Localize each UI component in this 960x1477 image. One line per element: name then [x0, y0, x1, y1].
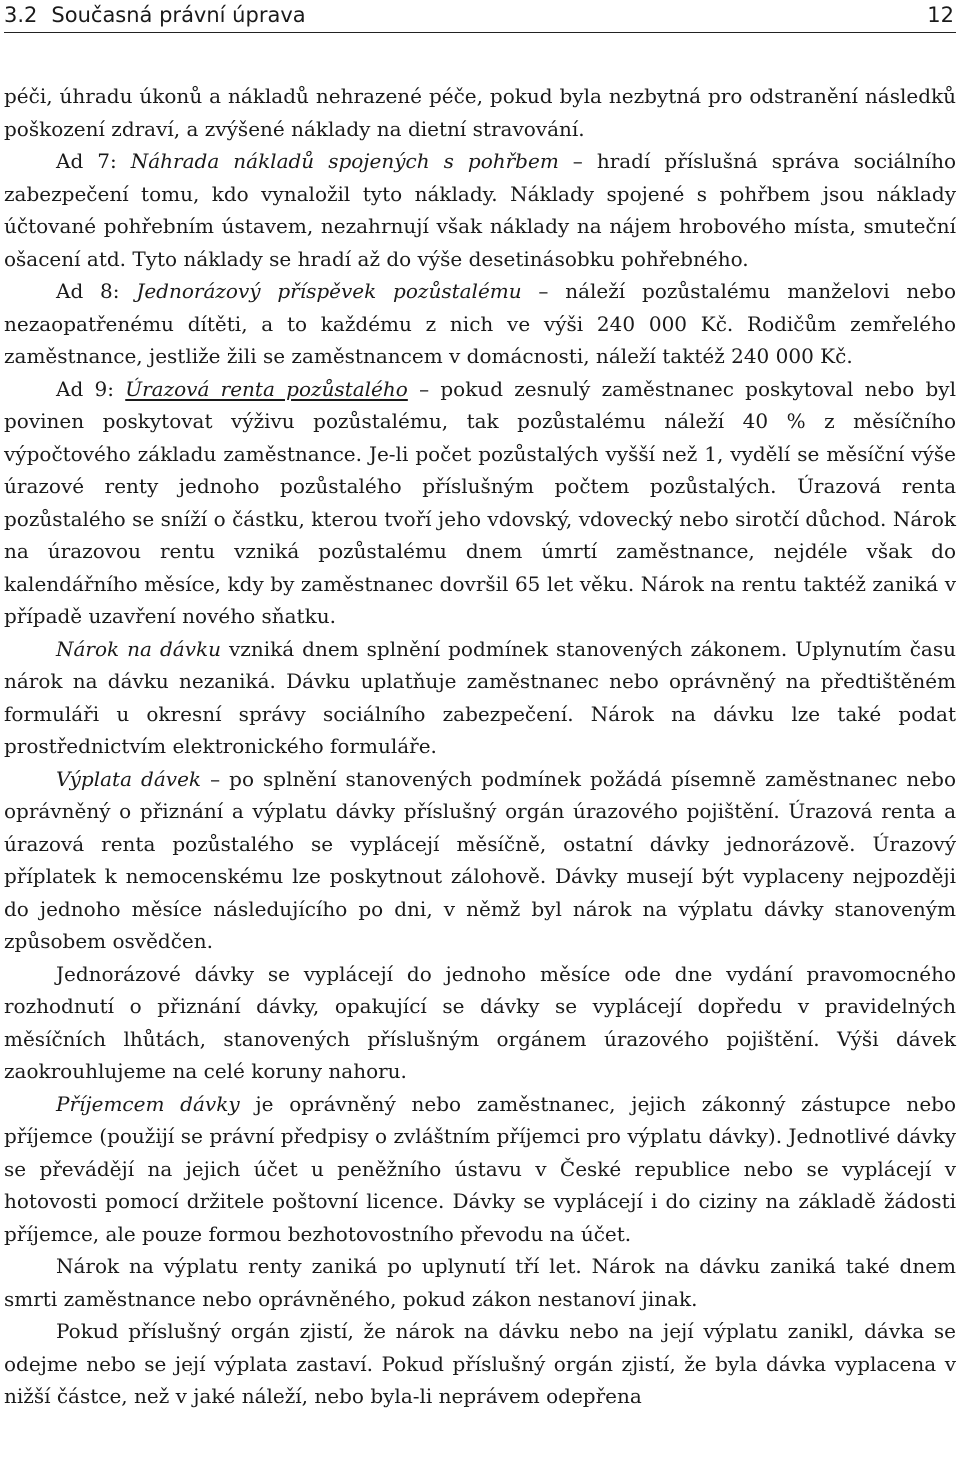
paragraph	[4, 958, 956, 1088]
emphasized-term: Úrazová renta pozůstalého	[125, 376, 408, 401]
paragraph-text: péči, úhradu úkonů a nákladů nehrazené péče, pokud byla nezbytná pro odstranění následků poškození zdraví, a zvýšené náklady na dietní stravování.	[4, 84, 956, 141]
page-number: 12	[927, 3, 954, 27]
paragraph-text: Jednorázové dávky se vyplácejí do jednoho měsíce ode dne vydání pravomocného rozhodnutí o přiznání dávky, opakující se dávky se vyplácejí dopředu v pravidelných měsíčních lhůtách, stanovených příslušným orgánem úrazového pojištění. Výši dávek zaokrouhlujeme na celé koruny nahoru.	[4, 961, 956, 1083]
paragraph	[4, 1315, 956, 1413]
emphasized-term: Náhrada nákladů spojených s pohřbem	[130, 149, 559, 173]
paragraph	[4, 275, 956, 373]
section-title: Současná právní úprava	[51, 3, 306, 27]
running-header	[4, 0, 956, 33]
paragraph	[4, 1088, 956, 1251]
paragraph-text: – po splnění stanovených podmínek požádá písemně zaměstnanec nebo oprávněný o přiznání a výplatu dávky příslušný orgán úrazového pojištění. Úrazová renta a úrazová renta pozůstalého se vyplácejí měsíčně, ostatní dávky jednorázově. Úrazový příplatek k nemocenskému lze poskytnout zálohově. Dávky musejí být vyplaceny nejpozději do jednoho měsíce následujícího po dni, v němž byl nárok na výplatu dávky stanoveným způsobem osvědčen.	[4, 766, 956, 953]
section-number: 3.2	[4, 3, 38, 27]
paragraph-text: Nárok na výplatu renty zaniká po uplynutí tří let. Nárok na dávku zaniká také dnem smrti zaměstnance nebo oprávněného, pokud zákon nestanoví jinak.	[4, 1254, 956, 1311]
paragraph-text: – náleží pozůstalému manželovi nebo nezaopatřenému dítěti, a to každému z nich ve výši 240 000 Kč. Rodičům zemřelého zaměstnance, jestliže žili se zaměstnancem v domácnosti, náleží taktéž 240 000 Kč.	[4, 279, 956, 368]
emphasized-term: Jednorázový příspěvek pozůstalému	[136, 279, 522, 303]
paragraph	[4, 1250, 956, 1315]
paragraph-text: Ad 9:	[56, 376, 126, 401]
paragraph	[4, 633, 956, 763]
document-body	[4, 80, 956, 1413]
paragraph-text: Ad 7:	[56, 149, 131, 173]
paragraph-text: Pokud příslušný orgán zjistí, že nárok na dávku nebo na její výplatu zanikl, dávka se odejme nebo se její výplata zastaví. Pokud příslušný orgán zjistí, že byla dávka vyplacena v nižší částce, než v jaké náleží, nebo byla-li neprávem odepřena	[4, 1319, 956, 1408]
paragraph-text: vzniká dnem splnění podmínek stanovených zákonem. Uplynutím času nárok na dávku nezaniká. Dávku uplatňuje zaměstnanec nebo oprávněný na předtištěném formuláři u okresní správy sociálního zabezpečení. Nárok na dávku lze také podat prostřednictvím elektronického formuláře.	[4, 636, 956, 758]
paragraph-text: je oprávněný nebo zaměstnanec, jejich zákonný zástupce nebo příjemce (použijí se právní předpisy o zvláštním příjemci pro výplatu dávky). Jednotlivé dávky se převádějí na jejich účet u peněžního ústavu v České republice nebo se vyplácejí v hotovosti pomocí držitele poštovní licence. Dávky se vyplácejí i do ciziny na základě žádosti příjemce, ale pouze formou bezhotovostního převodu na účet.	[4, 1091, 956, 1246]
paragraph	[4, 80, 956, 145]
paragraph	[4, 373, 956, 633]
paragraph-text: Ad 8:	[56, 279, 137, 303]
paragraph-text: – pokud zesnulý zaměstnanec poskytoval nebo byl povinen poskytovat výživu pozůstalému, tak pozůstalému náleží 40 % z měsíčního výpočtového základu zaměstnance. Je-li počet pozůstalých vyšší než 1, vydělí se měsíční výše úrazové renty jednoho pozůstalého příslušným počtem pozůstalých. Úrazová renta pozůstalého se sníží o částku, kterou tvoří jeho vdovský, vdovecký nebo sirotčí důchod. Nárok na úrazovou rentu vzniká pozůstalému dnem úmrtí zaměstnance, nejdéle však do kalendářního měsíce, kdy by zaměstnanec dovršil 65 let věku. Nárok na rentu taktéž zaniká v případě uzavření nového sňatku.	[4, 376, 956, 628]
paragraph	[4, 763, 956, 958]
section-heading	[4, 3, 306, 27]
emphasized-term: Nárok na dávku	[56, 636, 221, 661]
paragraph	[4, 145, 956, 275]
emphasized-term: Výplata dávek	[56, 766, 202, 791]
emphasized-term: Příjemcem dávky	[56, 1091, 240, 1116]
paragraph-text: – hradí příslušná správa sociálního zabezpečení tomu, kdo vynaložil tyto náklady. Náklady spojené s pohřbem jsou náklady účtované pohřebním ústavem, nezahrnují však náklady na nájem hrobového místa, smuteční ošacení atd. Tyto náklady se hradí až do výše desetinásobku pohřebného.	[4, 149, 956, 271]
